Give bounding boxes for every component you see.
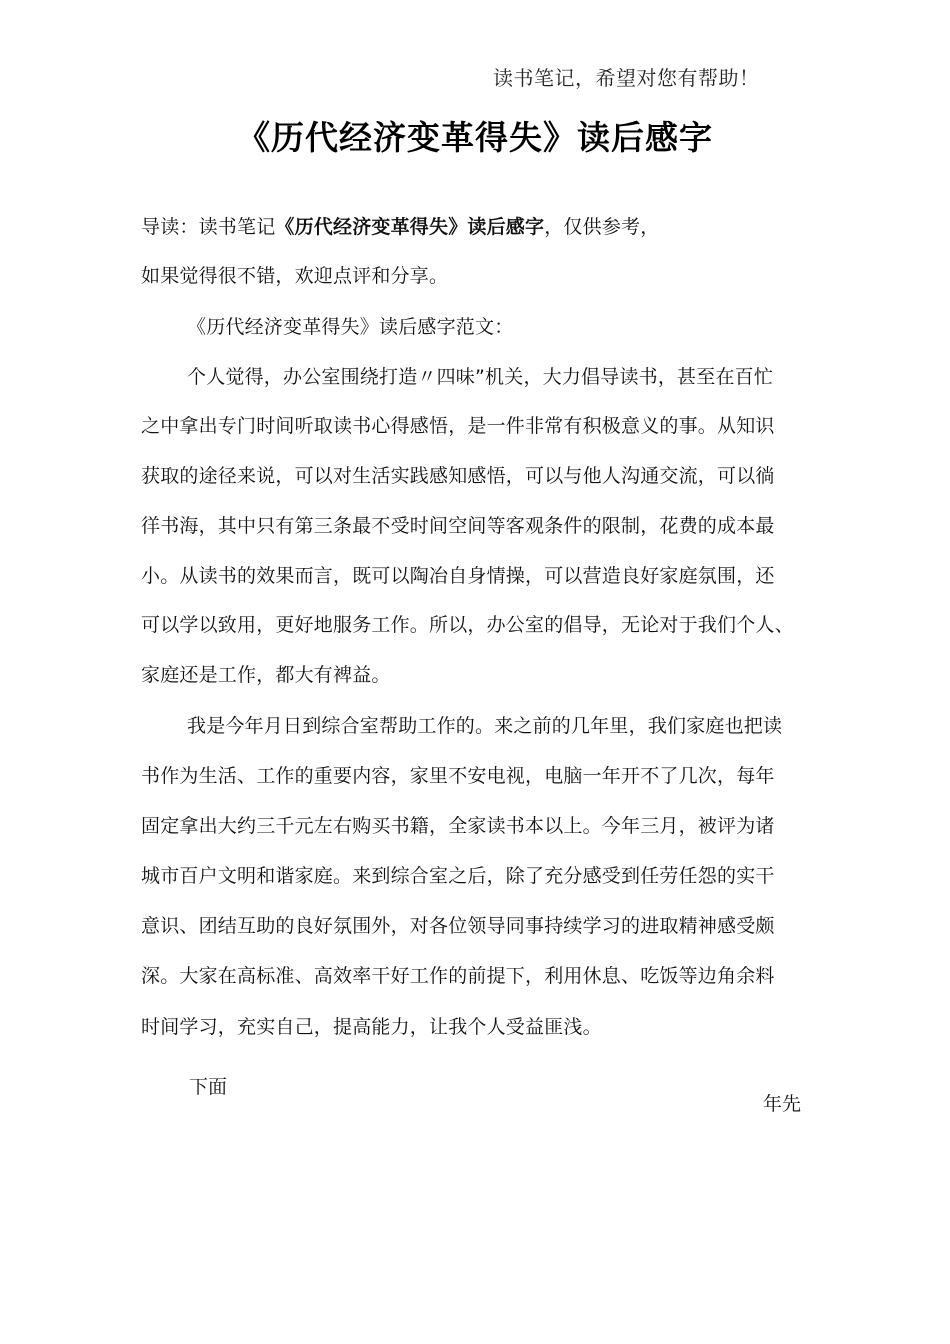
paragraph-line: 家庭还是工作，都大有裨益。 (141, 664, 391, 686)
header-note: 读书笔记，希望对您有帮助！ (493, 66, 760, 90)
paragraph-line: 获取的途径来说，可以对生活实践感知感悟，可以与他人沟通交流，可以徜 (141, 465, 775, 487)
paragraph-line: 可以学以致用，更好地服务工作。所以，办公室的倡导，无论对于我们个人、 (141, 614, 794, 636)
cut-off-text-left: 下面 (189, 1076, 228, 1098)
paragraph-line: 城市百户文明和谐家庭。来到综合室之后，除了充分感受到任劳任怨的实干 (141, 865, 775, 887)
paragraph-line: 固定拿出大约三千元左右购买书籍，全家读书本以上。今年三月，被评为诸 (141, 815, 775, 837)
paragraph-line: 徉书海，其中只有第三条最不受时间空间等客观条件的限制，花费的成本最 (141, 515, 775, 537)
paragraph-line: 小。从读书的效果而言，既可以陶冶自身情操，可以营造良好家庭氛围，还 (141, 565, 775, 587)
cut-off-text-right: 年先 (763, 1093, 802, 1115)
document-title: 《历代经济变革得失》读后感字 (237, 118, 713, 157)
intro-line-2: 如果觉得很不错，欢迎点评和分享。 (141, 265, 449, 287)
intro-suffix: ，仅供参考， (544, 216, 660, 238)
paragraph-line: 我是今年月日到综合室帮助工作的。来之前的几年里，我们家庭也把读 (187, 715, 783, 737)
paragraph-line: 时间学习，充实自己，提高能力，让我个人受益匪浅。 (141, 1016, 602, 1038)
paragraph-line: 书作为生活、工作的重要内容，家里不安电视，电脑一年开不了几次，每年 (141, 765, 775, 787)
intro-line-1 (141, 212, 659, 239)
essay-subtitle: 《历代经济变革得失》读后感字范文： (187, 316, 514, 338)
paragraph-line: 意识、团结互助的良好氛围外，对各位领导同事持续学习的进取精神感受颇 (141, 915, 775, 937)
intro-prefix: 导读：读书笔记 (141, 216, 276, 238)
paragraph-line: 深。大家在高标准、高效率干好工作的前提下，利用休息、吃饭等边角余料 (141, 965, 775, 987)
intro-bold-title: 《历代经济变革得失》读后感字 (275, 216, 545, 238)
paragraph-line: 之中拿出专门时间听取读书心得感悟，是一件非常有积极意义的事。从知识 (141, 415, 775, 437)
paragraph-line: 个人觉得，办公室围绕打造〃四味”机关，大力倡导读书，甚至在百忙 (187, 366, 774, 388)
